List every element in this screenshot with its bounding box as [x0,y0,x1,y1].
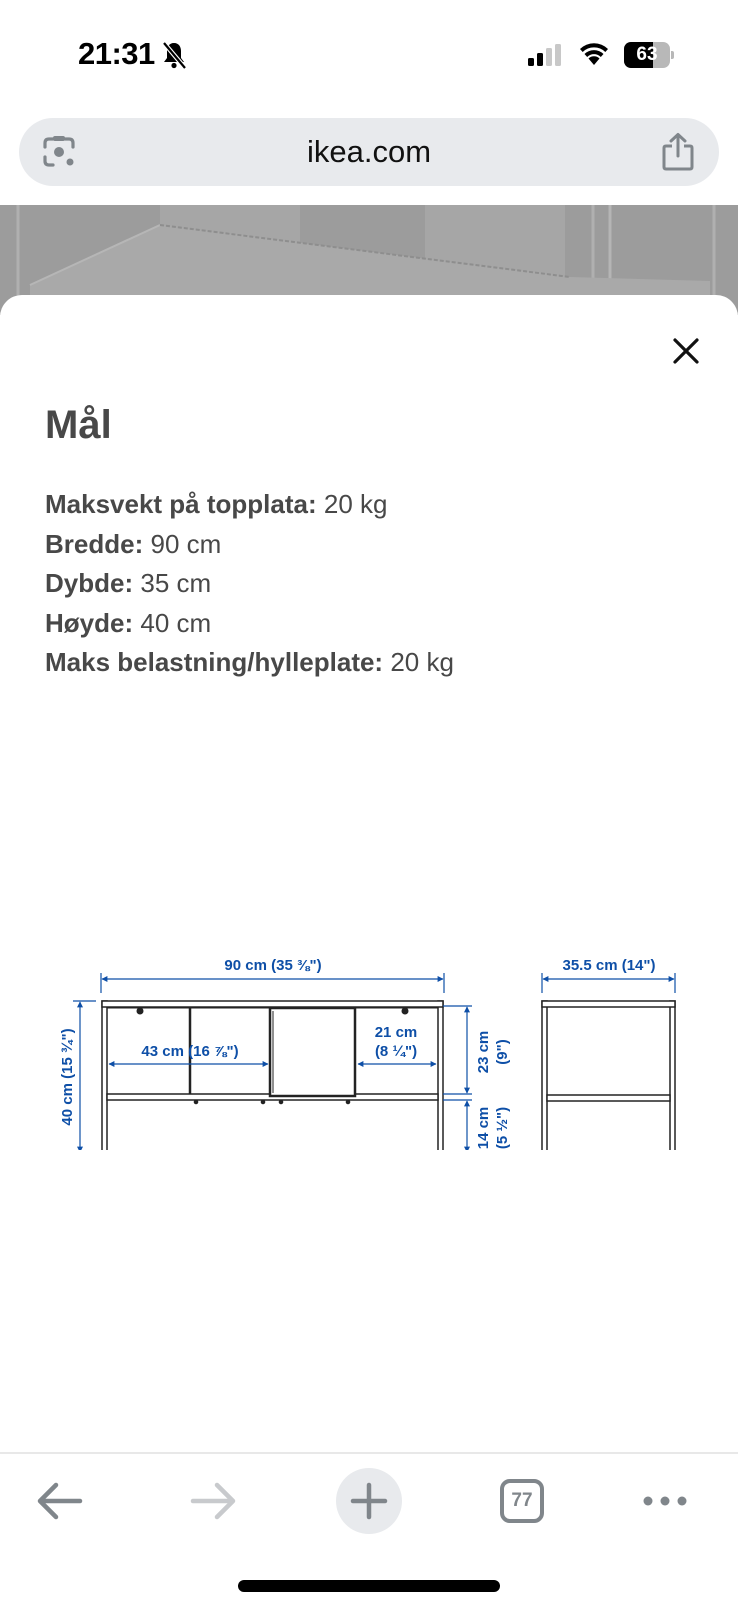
browser-toolbar [0,1452,738,1600]
dimensions-sheet [0,295,738,1455]
upper-height-label-line1: 23 cm [475,1030,492,1074]
more-menu-button[interactable] [636,1468,696,1534]
spec-value: 35 cm [140,568,212,598]
spec-label: Maksvekt på topplata: [45,489,317,519]
status-bar [0,0,738,110]
side-width-label-line2: (8 ¼") [374,1043,418,1060]
spec-row [45,485,685,525]
spec-value: 20 kg [390,647,454,677]
status-time: 21:31 [78,36,155,71]
tab-switcher-button[interactable] [496,1468,548,1534]
spec-value: 40 cm [140,607,212,638]
spec-row [45,643,685,683]
forward-button[interactable] [183,1468,243,1534]
side-view-drawing [542,1001,675,1150]
side-width-label-line1: 21 cm [374,1024,418,1041]
cellular-signal-icon [528,44,564,66]
depth-label: 35.5 cm (14") [562,957,656,974]
height-label: 40 cm (15 ¾") [59,1028,76,1126]
close-icon[interactable] [666,331,706,371]
spec-row [45,525,685,565]
spec-row [45,604,685,644]
spec-label: Maks belastning/hylleplate: [45,647,384,677]
spec-label: Høyde: [45,607,134,638]
dimension-diagram [0,930,738,1150]
compartment-width-label: 43 cm (16 ⅞") [141,1043,239,1060]
plus-icon [336,1468,402,1534]
wifi-icon [578,40,610,66]
forward-arrow-icon [183,1468,243,1534]
spec-value: 20 kg [323,489,388,519]
back-arrow-icon [30,1468,90,1534]
spec-label: Dybde: [45,568,134,598]
new-tab-button[interactable] [336,1468,402,1534]
total-width-label: 90 cm (35 ⅜") [224,957,322,974]
back-button[interactable] [30,1468,90,1534]
url-text[interactable]: ikea.com [306,134,432,169]
spec-list [45,485,685,683]
lower-height-label-line1: 14 cm [475,1106,492,1150]
spec-row [45,564,685,604]
lower-height-label-line2: (5 ½") [494,1106,511,1150]
share-icon[interactable] [661,132,695,172]
tab-count: 77 [500,1479,544,1523]
battery-indicator [624,42,674,68]
spec-label: Bredde: [45,528,144,559]
more-icon [636,1468,696,1534]
sheet-title: Mål [45,403,112,447]
upper-height-label-line2: (9") [494,1039,511,1065]
spec-value: 90 cm [150,528,222,559]
battery-percent: 63 [636,44,658,65]
address-bar[interactable] [19,118,719,186]
bell-slash-icon [160,40,188,70]
home-indicator[interactable] [238,1580,500,1592]
